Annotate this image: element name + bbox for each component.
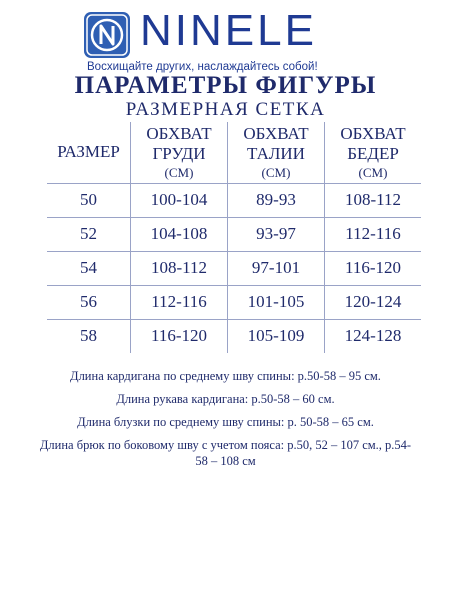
chest-cell: 108-112	[131, 251, 228, 285]
table-row	[47, 217, 421, 251]
brand-header	[83, 6, 383, 73]
table-row	[47, 319, 421, 353]
note-trousers-length: Длина брюк по боковому шву с учетом пояса: р.50, 52 – 107 см., р.54-58 – 108 см	[39, 438, 412, 468]
table-header-row	[47, 122, 421, 183]
size-cell: 50	[47, 183, 131, 217]
size-column-header: РАЗМЕР	[57, 142, 120, 162]
note-sleeve-length: Длина рукава кардигана: р.50-58 – 60 см.	[116, 392, 335, 406]
note-blouse-length: Длина блузки по среднему шву спины: р. 50-58 – 65 см.	[77, 415, 374, 429]
header-unit: (СМ)	[261, 164, 291, 180]
waist-cell: 101-105	[228, 285, 325, 319]
ninele-logo-icon	[83, 11, 131, 59]
table-row	[47, 285, 421, 319]
page-title: ПАРАМЕТРЫ ФИГУРЫ	[74, 72, 377, 99]
table-row	[47, 183, 421, 217]
chest-cell: 104-108	[131, 217, 228, 251]
hips-cell: 112-116	[325, 217, 422, 251]
size-table	[47, 122, 421, 353]
header-unit: (СМ)	[164, 164, 194, 180]
hips-cell: 124-128	[325, 319, 422, 353]
waist-cell: 105-109	[228, 319, 325, 353]
page-subtitle: РАЗМЕРНАЯ СЕТКА	[125, 99, 326, 120]
header-line1: ОБХВАТ	[146, 123, 212, 143]
chest-column-header	[131, 122, 228, 183]
header-line1: ОБХВАТ	[243, 123, 309, 143]
hips-cell: 120-124	[325, 285, 422, 319]
hips-cell: 116-120	[325, 251, 422, 285]
size-cell: 56	[47, 285, 131, 319]
header-line1: ОБХВАТ	[340, 123, 406, 143]
chest-cell: 116-120	[131, 319, 228, 353]
chest-cell: 112-116	[131, 285, 228, 319]
waist-cell: 97-101	[228, 251, 325, 285]
hips-column-header	[325, 122, 422, 183]
size-cell: 52	[47, 217, 131, 251]
brand-name: NINELE	[140, 6, 317, 55]
waist-cell: 89-93	[228, 183, 325, 217]
header-line2: БЕДЕР	[347, 143, 399, 163]
header-line2: ТАЛИИ	[247, 143, 305, 163]
header-unit: (СМ)	[358, 164, 388, 180]
chest-cell: 100-104	[131, 183, 228, 217]
hips-cell: 108-112	[325, 183, 422, 217]
size-cell: 54	[47, 251, 131, 285]
waist-cell: 93-97	[228, 217, 325, 251]
measurement-notes	[0, 368, 451, 469]
header-line2: ГРУДИ	[152, 143, 206, 163]
brand-tagline: Восхищайте других, наслаждайтесь собой!	[87, 61, 318, 73]
note-cardigan-length: Длина кардигана по среднему шву спины: р.50-58 – 95 см.	[70, 369, 381, 383]
waist-column-header	[228, 122, 325, 183]
table-row	[47, 251, 421, 285]
size-cell: 58	[47, 319, 131, 353]
